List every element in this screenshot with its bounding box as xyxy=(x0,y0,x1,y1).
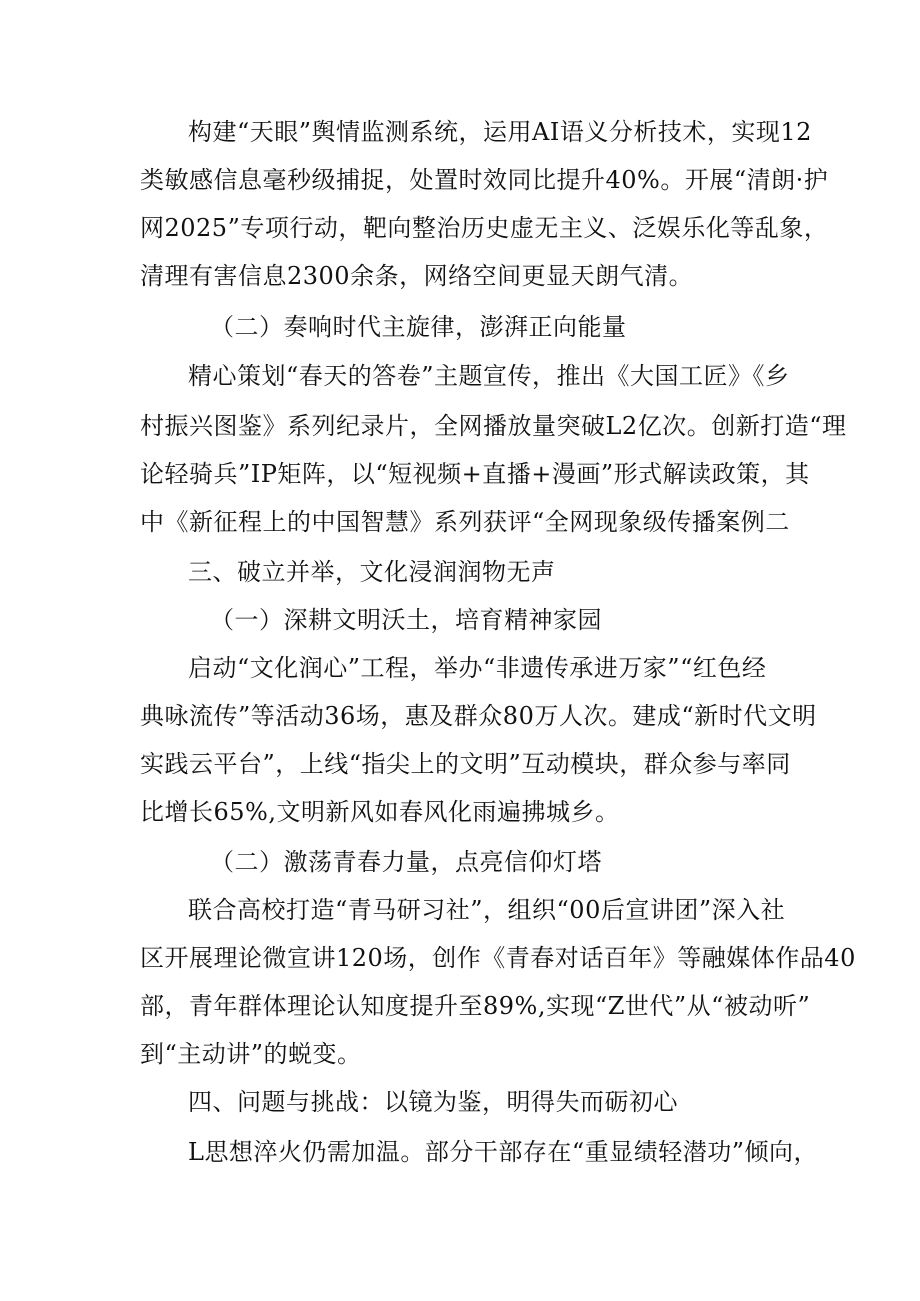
paragraph-2-line-4: 中《新征程上的中国智慧》系列获评“全网现象级传播案例二 xyxy=(140,508,790,536)
paragraph-3-line-1: 启动“文化润心”工程，举办“非遗传承进万家”“红色经 xyxy=(188,654,767,682)
paragraph-1-line-3: 网2025”专项行动，靶向整治历史虚无主义、泛娱乐化等乱象， xyxy=(140,214,829,242)
paragraph-4-line-1: 联合高校打造“青马研习社”，组织“00后宣讲团”深入社 xyxy=(188,896,786,924)
paragraph-2-line-2: 村振兴图鉴》系列纪录片，全网播放量突破L2亿次。创新打造“理 xyxy=(140,412,847,440)
paragraph-4-line-2: 区开展理论微宣讲120场，创作《青春对话百年》等融媒体作品40 xyxy=(140,944,856,972)
paragraph-2-line-1: 精心策划“春天的答卷”主题宣传，推出《大国工匠》《乡 xyxy=(188,362,790,390)
subsection-heading: （一）深耕文明沃土，培育精神家园 xyxy=(210,606,602,634)
subsection-heading: （二）激荡青春力量，点亮信仰灯塔 xyxy=(210,848,602,876)
paragraph-4-line-4: 到“主动讲”的蜕变。 xyxy=(140,1040,362,1068)
paragraph-1-line-1: 构建“天眼”舆情监测系统，运用AI语义分析技术，实现12 xyxy=(188,118,812,146)
paragraph-3-line-2: 典咏流传”等活动36场，惠及群众80万人次。建成“新时代文明 xyxy=(140,702,817,730)
subsection-heading: （二）奏响时代主旋律，澎湃正向能量 xyxy=(210,313,627,341)
paragraph-5-line-1: L思想淬火仍需加温。部分干部存在“重显绩轻潜功”倾向， xyxy=(188,1138,818,1166)
paragraph-3-line-3: 实践云平台”，上线“指尖上的文明”互动模块，群众参与率同 xyxy=(140,750,791,778)
paragraph-3-line-4: 比增长65%,文明新风如春风化雨遍拂城乡。 xyxy=(140,798,620,826)
paragraph-2-line-3: 论轻骑兵”IP矩阵，以“短视频+直播+漫画”形式解读政策，其 xyxy=(140,460,810,488)
paragraph-1-line-4: 清理有害信息2300余条，网络空间更显天朗气清。 xyxy=(140,262,694,290)
section-heading: 四、问题与挑战：以镜为鉴，明得失而砺初心 xyxy=(188,1088,678,1116)
paragraph-4-line-3: 部，青年群体理论认知度提升至89%,实现“Z世代”从“被动听” xyxy=(140,992,811,1020)
section-heading: 三、破立并举，文化浸润润物无声 xyxy=(188,558,556,586)
paragraph-1-line-2: 类敏感信息毫秒级捕捉，处置时效同比提升40%。开展“清朗·护 xyxy=(140,166,829,194)
